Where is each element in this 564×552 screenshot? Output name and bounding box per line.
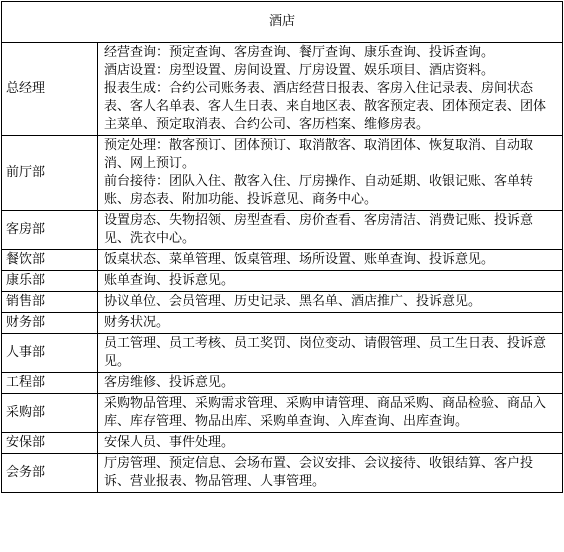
department-functions (98, 334, 563, 373)
function-line: 酒店设置：房型设置、房间设置、厅房设置、娱乐项目、酒店资料。 (104, 63, 495, 78)
function-line: 员工管理、员工考核、员工奖罚、岗位变动、请假管理、员工生日表、投诉意见。 (104, 336, 547, 369)
department-functions (98, 313, 563, 334)
function-line: 客房维修、投诉意见。 (104, 375, 235, 390)
department-name: 餐饮部 (2, 250, 98, 271)
table-row (2, 454, 563, 493)
function-line: 账单查询、投诉意见。 (104, 273, 235, 288)
table-row (2, 292, 563, 313)
function-line: 采购物品管理、采购需求管理、采购申请管理、商品采购、商品检验、商品入库、库存管理、物品出库、采购单查询、入库查询、出库查询。 (104, 396, 547, 429)
table-row (2, 394, 563, 433)
hotel-function-table (1, 1, 563, 493)
table-row (2, 373, 563, 394)
function-line: 经营查询：预定查询、客房查询、餐厅查询、康乐查询、投诉查询。 (104, 45, 495, 60)
department-name: 安保部 (2, 433, 98, 454)
function-line: 前台接待：团队入住、散客入住、厅房操作、自动延期、收银记账、客单转账、房态表、附加功能、投诉意见、商务中心。 (104, 174, 534, 207)
title-row (2, 2, 563, 43)
table-row (2, 211, 563, 250)
department-functions (98, 250, 563, 271)
function-line: 设置房态、失物招领、房型查看、房价查看、客房清洁、消费记账、投诉意见、洗衣中心。 (104, 213, 534, 246)
table-row (2, 313, 563, 334)
department-name: 客房部 (2, 211, 98, 250)
function-line: 饭桌状态、菜单管理、饭桌管理、场所设置、账单查询、投诉意见。 (104, 252, 495, 267)
department-functions (98, 292, 563, 313)
department-functions (98, 373, 563, 394)
function-line: 厅房管理、预定信息、会场布置、会议安排、会议接待、收银结算、客户投诉、营业报表、物品管理、人事管理。 (104, 456, 534, 489)
department-name: 人事部 (2, 334, 98, 373)
department-name: 总经理 (2, 43, 98, 136)
department-name: 采购部 (2, 394, 98, 433)
table-row (2, 271, 563, 292)
department-functions (98, 454, 563, 493)
table-title: 酒店 (2, 2, 563, 43)
department-name: 销售部 (2, 292, 98, 313)
department-name: 康乐部 (2, 271, 98, 292)
department-name: 前厅部 (2, 136, 98, 211)
function-line: 报表生成：合约公司账务表、酒店经营日报表、客房入住记录表、房间状态表、客人名单表、客人生日表、来自地区表、散客预定表、团体预定表、团体主菜单、预定取消表、合约公司、客历档案、维修房表。 (104, 81, 547, 132)
department-name: 工程部 (2, 373, 98, 394)
department-functions (98, 211, 563, 250)
department-functions (98, 271, 563, 292)
department-name: 会务部 (2, 454, 98, 493)
table-row (2, 136, 563, 211)
department-functions (98, 394, 563, 433)
function-line: 财务状况。 (104, 315, 170, 330)
function-line: 协议单位、会员管理、历史记录、黑名单、酒店推广、投诉意见。 (104, 294, 482, 309)
table-row (2, 250, 563, 271)
function-line: 预定处理：散客预订、团体预订、取消散客、取消团体、恢复取消、自动取消、网上预订。 (104, 138, 534, 171)
table-row (2, 433, 563, 454)
table-row (2, 334, 563, 373)
table-body (2, 2, 563, 493)
department-functions (98, 136, 563, 211)
department-name: 财务部 (2, 313, 98, 334)
table-row (2, 43, 563, 136)
department-functions (98, 433, 563, 454)
department-functions (98, 43, 563, 136)
function-line: 安保人员、事件处理。 (104, 435, 235, 450)
